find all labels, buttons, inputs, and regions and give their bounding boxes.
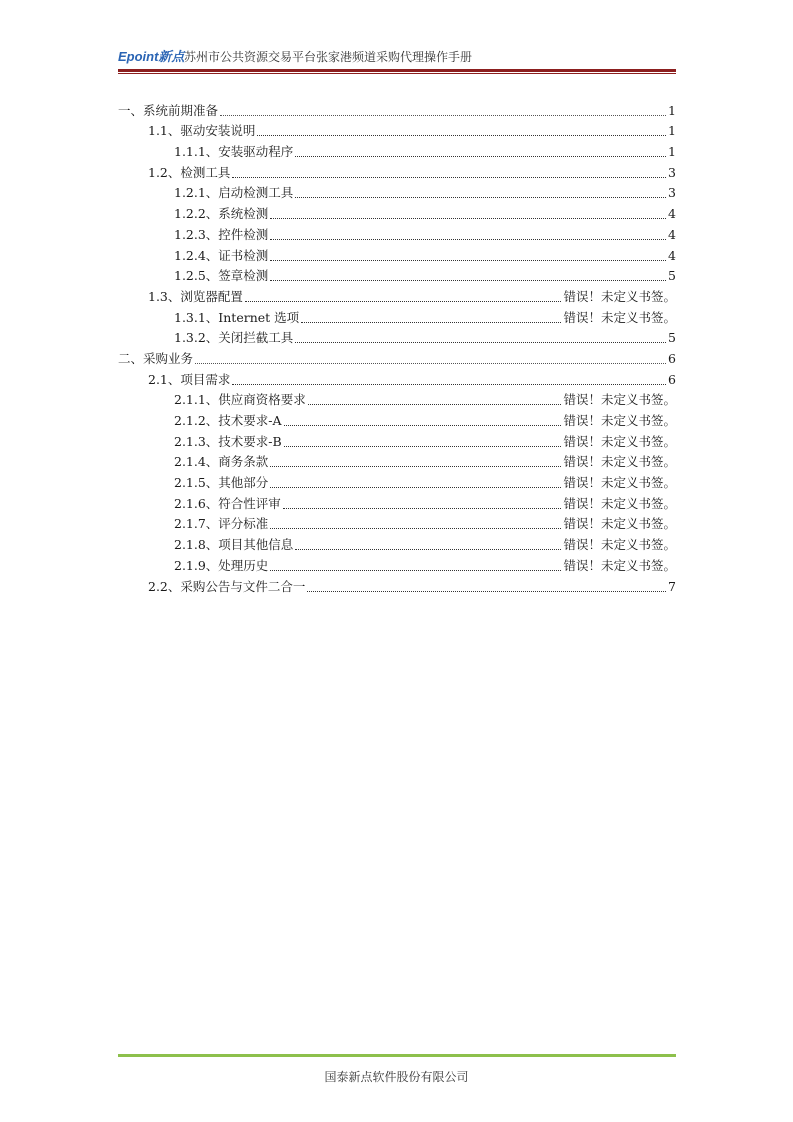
toc-dot-leader: [270, 452, 561, 467]
toc-entry[interactable]: [118, 201, 676, 222]
toc-dot-leader: [308, 390, 562, 405]
toc-entry[interactable]: [118, 222, 676, 243]
toc-entry-title: 1.1.1、安装驱动程序: [174, 144, 294, 160]
toc-dot-leader: [270, 266, 666, 281]
toc-entry-page: 错误！未定义书签。: [563, 537, 676, 553]
toc-entry-title: 1.3、浏览器配置: [148, 288, 243, 304]
toc-entry-page: 错误！未定义书签。: [563, 309, 676, 325]
toc-entry-page: 错误！未定义书签。: [563, 495, 676, 511]
toc-entry-page: 5: [668, 330, 676, 346]
toc-dot-leader: [270, 556, 561, 571]
toc-entry-title: 1.1、驱动安装说明: [148, 123, 256, 139]
epoint-logo: Epoint新点: [118, 49, 185, 64]
toc-entry-title: 1.2.4、证书检测: [174, 247, 269, 263]
toc-dot-leader: [270, 473, 561, 488]
toc-entry[interactable]: [118, 553, 676, 574]
toc-entry-title: 2.1.8、项目其他信息: [174, 537, 294, 553]
toc-dot-leader: [270, 246, 666, 261]
toc-entry[interactable]: [118, 119, 676, 140]
toc-entry-title: 1.2、检测工具: [148, 164, 231, 180]
toc-entry-title: 1.3.2、关闭拦截工具: [174, 330, 294, 346]
toc-dot-leader: [295, 328, 666, 343]
toc-dot-leader: [232, 370, 666, 385]
toc-entry[interactable]: [118, 450, 676, 471]
toc-dot-leader: [284, 432, 562, 447]
toc-entry[interactable]: [118, 532, 676, 553]
toc-entry-title: 1.2.5、签章检测: [174, 268, 269, 284]
toc-entry-page: 错误！未定义书签。: [563, 454, 676, 470]
toc-entry-page: 错误！未定义书签。: [563, 288, 676, 304]
toc-entry[interactable]: [118, 408, 676, 429]
toc-entry-title: 1.2.3、控件检测: [174, 226, 269, 242]
toc-entry-page: 错误！未定义书签。: [563, 516, 676, 532]
page-header: [118, 44, 676, 70]
toc-dot-leader: [295, 183, 666, 198]
toc-dot-leader: [257, 121, 666, 136]
toc-entry-title: 1.2.2、系统检测: [174, 206, 269, 222]
toc-entry-title: 二、采购业务: [118, 350, 194, 366]
document-title: 苏州市公共资源交易平台张家港频道采购代理操作手册: [184, 50, 473, 64]
toc-entry[interactable]: [118, 181, 676, 202]
toc-entry[interactable]: [118, 470, 676, 491]
toc-entry[interactable]: [118, 512, 676, 533]
toc-entry-page: 错误！未定义书签。: [563, 433, 676, 449]
toc-dot-leader: [232, 163, 666, 178]
toc-entry[interactable]: [118, 326, 676, 347]
toc-entry-title: 2.1.9、处理历史: [174, 557, 269, 573]
toc-entry-title: 1.3.1、Internet 选项: [174, 309, 300, 325]
toc-entry-title: 1.2.1、启动检测工具: [174, 185, 294, 201]
toc-entry-page: 错误！未定义书签。: [563, 413, 676, 428]
toc-dot-leader: [270, 225, 666, 240]
toc-dot-leader: [270, 514, 561, 529]
toc-entry-page: 7: [668, 578, 676, 594]
toc-dot-leader: [195, 349, 666, 364]
toc-entry-page: 错误！未定义书签。: [563, 475, 676, 491]
toc-entry-title: 2.1.3、技术要求-B: [174, 433, 282, 449]
toc-entry-title: 2.1.5、其他部分: [174, 475, 269, 491]
toc-entry[interactable]: [118, 160, 676, 181]
toc-dot-leader: [283, 494, 562, 509]
toc-entry[interactable]: [118, 243, 676, 264]
toc-entry[interactable]: [118, 305, 676, 326]
toc-entry-page: 1: [668, 144, 676, 160]
toc-entry-title: 2.1.6、符合性评审: [174, 495, 281, 511]
toc-entry[interactable]: [118, 367, 676, 388]
toc-entry-page: 1: [668, 123, 676, 139]
toc-dot-leader: [245, 287, 562, 302]
toc-entry-page: 1: [668, 102, 676, 118]
footer-company: 国泰新点软件股份有限公司: [324, 1070, 469, 1084]
toc-entry-page: 3: [668, 164, 676, 180]
toc-entry-page: 5: [668, 268, 676, 284]
header-divider-thin: [118, 73, 676, 74]
toc-entry-page: 错误！未定义书签。: [563, 392, 676, 408]
toc-dot-leader: [301, 308, 561, 323]
toc-entry[interactable]: [118, 491, 676, 512]
toc-entry[interactable]: [118, 264, 676, 285]
toc-entry[interactable]: [118, 284, 676, 305]
toc-entry-title: 2.2、采购公告与文件二合一: [148, 578, 306, 594]
toc-entry-page: 6: [668, 350, 676, 366]
toc-entry[interactable]: [118, 346, 676, 367]
footer-divider: [118, 1054, 676, 1057]
toc-entry-title: 2.1.4、商务条款: [174, 454, 269, 470]
toc-entry-page: 4: [668, 247, 676, 263]
toc-entry[interactable]: [118, 98, 676, 119]
toc-dot-leader: [307, 577, 666, 592]
toc-entry-page: 6: [668, 371, 676, 387]
toc-entry[interactable]: [118, 388, 676, 409]
toc-entry-page: 3: [668, 185, 676, 201]
toc-dot-leader: [295, 142, 666, 157]
toc-entry-title: 2.1.1、供应商资格要求: [174, 392, 306, 408]
toc-entry[interactable]: [118, 574, 676, 595]
toc-dot-leader: [220, 101, 666, 116]
header-divider: [118, 69, 676, 72]
toc-entry-title: 2.1、项目需求: [148, 371, 231, 387]
toc-dot-leader: [270, 204, 666, 219]
toc-entry[interactable]: [118, 429, 676, 450]
toc-entry-page: 4: [668, 226, 676, 242]
toc-entry-page: 4: [668, 206, 676, 222]
table-of-contents: [118, 98, 676, 595]
toc-entry-title: 2.1.7、评分标准: [174, 516, 269, 532]
toc-dot-leader: [295, 535, 561, 550]
toc-dot-leader: [284, 411, 562, 426]
toc-entry-title: 2.1.2、技术要求-A: [174, 413, 282, 428]
toc-entry-title: 一、系统前期准备: [118, 102, 219, 118]
toc-entry-page: 错误！未定义书签。: [563, 557, 676, 573]
toc-entry[interactable]: [118, 139, 676, 160]
